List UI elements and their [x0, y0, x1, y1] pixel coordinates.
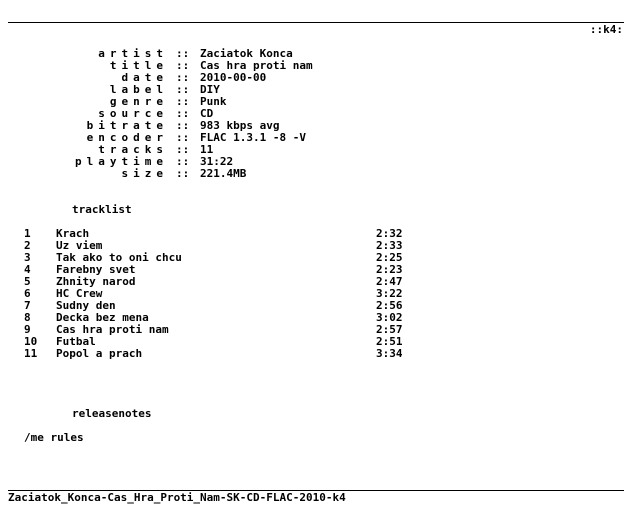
- info-separator: ::: [176, 167, 190, 180]
- track-number: 11: [24, 347, 38, 360]
- track-duration: 3:34: [376, 347, 403, 360]
- info-separator: ::: [176, 47, 190, 60]
- releasenotes-text: /me rules: [24, 431, 84, 444]
- info-label: playtime: [75, 155, 168, 168]
- info-label: bitrate: [86, 119, 168, 132]
- tracklist-heading: tracklist: [72, 203, 132, 216]
- track-row: [0, 348, 600, 360]
- track-number: 6: [24, 287, 31, 300]
- info-label: source: [98, 107, 168, 120]
- track-duration: 2:56: [376, 299, 403, 312]
- track-title: Zhnity narod: [56, 275, 136, 288]
- track-title: Decka bez mena: [56, 311, 149, 324]
- releasenotes-heading: releasenotes: [72, 407, 152, 420]
- info-value: 983 kbps avg: [200, 119, 280, 132]
- info-row-size: [0, 168, 600, 180]
- info-label: title: [109, 59, 168, 72]
- track-title: Krach: [56, 227, 90, 240]
- track-title: Futbal: [56, 335, 96, 348]
- track-duration: 2:33: [376, 239, 403, 252]
- info-label: artist: [98, 47, 168, 60]
- track-title: Farebny svet: [56, 263, 136, 276]
- info-row-label: [0, 84, 600, 96]
- track-title: HC Crew: [56, 287, 103, 300]
- info-value: 11: [200, 143, 214, 156]
- track-title: Cas hra proti nam: [56, 323, 169, 336]
- info-label: encoder: [86, 131, 168, 144]
- track-number: 9: [24, 323, 31, 336]
- track-number: 10: [24, 335, 38, 348]
- info-row-genre: [0, 96, 600, 108]
- track-number: 5: [24, 275, 31, 288]
- track-duration: 2:51: [376, 335, 403, 348]
- track-number: 3: [24, 251, 31, 264]
- track-duration: 2:47: [376, 275, 403, 288]
- info-separator: ::: [176, 107, 190, 120]
- info-separator: ::: [176, 83, 190, 96]
- track-number: 2: [24, 239, 31, 252]
- info-value: CD: [200, 107, 214, 120]
- info-separator: ::: [176, 155, 190, 168]
- info-value: 2010-00-00: [200, 71, 267, 84]
- info-value: Cas hra proti nam: [200, 59, 313, 72]
- info-value: 221.4MB: [200, 167, 247, 180]
- info-row-date: [0, 72, 600, 84]
- info-row-playtime: [0, 156, 600, 168]
- info-label: size: [121, 167, 168, 180]
- info-label: genre: [109, 95, 168, 108]
- info-separator: ::: [176, 131, 190, 144]
- track-title: Sudny den: [56, 299, 116, 312]
- info-separator: ::: [176, 119, 190, 132]
- track-duration: 3:22: [376, 287, 403, 300]
- top-divider: [8, 22, 624, 23]
- info-value: 31:22: [200, 155, 234, 168]
- info-row-encoder: [0, 132, 600, 144]
- info-label: tracks: [98, 143, 168, 156]
- track-number: 1: [24, 227, 31, 240]
- info-separator: ::: [176, 71, 190, 84]
- track-duration: 2:57: [376, 323, 403, 336]
- group-tag: ::k4:: [589, 23, 623, 36]
- info-value: FLAC 1.3.1 -8 -V: [200, 131, 306, 144]
- info-label: label: [109, 83, 168, 96]
- info-separator: ::: [176, 95, 190, 108]
- track-duration: 3:02: [376, 311, 403, 324]
- track-title: Tak ako to oni chcu: [56, 251, 182, 264]
- info-row-title: [0, 60, 600, 72]
- track-number: 8: [24, 311, 31, 324]
- track-duration: 2:25: [376, 251, 403, 264]
- track-title: Uz viem: [56, 239, 103, 252]
- info-value: Punk: [200, 95, 227, 108]
- info-separator: ::: [176, 143, 190, 156]
- track-duration: 2:23: [376, 263, 403, 276]
- track-duration: 2:32: [376, 227, 403, 240]
- info-separator: ::: [176, 59, 190, 72]
- release-name: Zaciatok_Konca-Cas_Hra_Proti_Nam-SK-CD-FLAC-2010-k4: [8, 491, 346, 504]
- info-value: Zaciatok Konca: [200, 47, 293, 60]
- info-value: DIY: [200, 83, 220, 96]
- track-number: 4: [24, 263, 31, 276]
- track-number: 7: [24, 299, 31, 312]
- track-title: Popol a prach: [56, 347, 143, 360]
- info-label: date: [121, 71, 168, 84]
